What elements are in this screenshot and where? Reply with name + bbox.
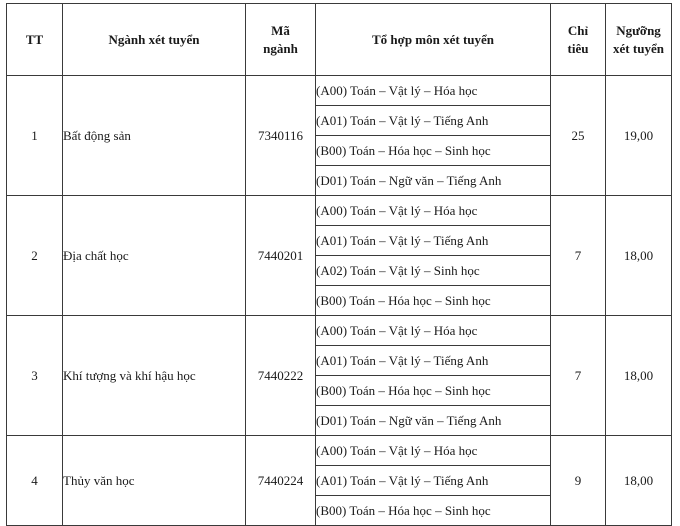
header-code-line1: Mã [271, 22, 290, 38]
subject-combination: (A02) Toán – Vật lý – Sinh học [316, 256, 551, 286]
subject-combination: (A00) Toán – Vật lý – Hóa học [316, 436, 551, 466]
threshold-score: 19,00 [606, 76, 672, 196]
header-quota [551, 4, 606, 76]
subject-combination: (A00) Toán – Vật lý – Hóa học [316, 196, 551, 226]
subject-combination: (A01) Toán – Vật lý – Tiếng Anh [316, 226, 551, 256]
quota-value: 7 [551, 196, 606, 316]
subject-combination: (A00) Toán – Vật lý – Hóa học [316, 76, 551, 106]
subject-combination: (B00) Toán – Hóa học – Sinh học [316, 286, 551, 316]
header-major-code [246, 4, 316, 76]
subject-combination: (D01) Toán – Ngữ văn – Tiếng Anh [316, 406, 551, 436]
major-name: Bất động sản [63, 76, 246, 196]
major-name: Địa chất học [63, 196, 246, 316]
threshold-score: 18,00 [606, 436, 672, 526]
threshold-score: 18,00 [606, 316, 672, 436]
row-number: 1 [7, 76, 63, 196]
major-code: 7440222 [246, 316, 316, 436]
header-threshold-score [606, 4, 672, 76]
threshold-score: 18,00 [606, 196, 672, 316]
subject-combination: (A01) Toán – Vật lý – Tiếng Anh [316, 466, 551, 496]
table-row [7, 316, 672, 346]
subject-combination: (A01) Toán – Vật lý – Tiếng Anh [316, 106, 551, 136]
header-code-line2: ngành [263, 40, 298, 56]
header-quota-line2: tiêu [567, 40, 589, 56]
header-major-name: Ngành xét tuyển [63, 4, 246, 76]
row-number: 3 [7, 316, 63, 436]
subject-combination: (A00) Toán – Vật lý – Hóa học [316, 316, 551, 346]
major-code: 7340116 [246, 76, 316, 196]
table-row [7, 196, 672, 226]
header-tt: TT [7, 4, 63, 76]
quota-value: 7 [551, 316, 606, 436]
header-row [7, 4, 672, 76]
subject-combination: (B00) Toán – Hóa học – Sinh học [316, 376, 551, 406]
major-code: 7440201 [246, 196, 316, 316]
header-score-line2: xét tuyển [613, 40, 664, 56]
row-number: 2 [7, 196, 63, 316]
row-number: 4 [7, 436, 63, 526]
table-row [7, 436, 672, 466]
major-name: Thủy văn học [63, 436, 246, 526]
major-code: 7440224 [246, 436, 316, 526]
quota-value: 25 [551, 76, 606, 196]
subject-combination: (B00) Toán – Hóa học – Sinh học [316, 496, 551, 526]
subject-combination: (A01) Toán – Vật lý – Tiếng Anh [316, 346, 551, 376]
admission-table [6, 3, 672, 526]
header-score-line1: Ngưỡng [616, 22, 661, 38]
table-row [7, 76, 672, 106]
subject-combination: (D01) Toán – Ngữ văn – Tiếng Anh [316, 166, 551, 196]
major-name: Khí tượng và khí hậu học [63, 316, 246, 436]
header-quota-line1: Chỉ [567, 22, 589, 38]
subject-combination: (B00) Toán – Hóa học – Sinh học [316, 136, 551, 166]
quota-value: 9 [551, 436, 606, 526]
header-subject-combination: Tổ hợp môn xét tuyển [316, 4, 551, 76]
